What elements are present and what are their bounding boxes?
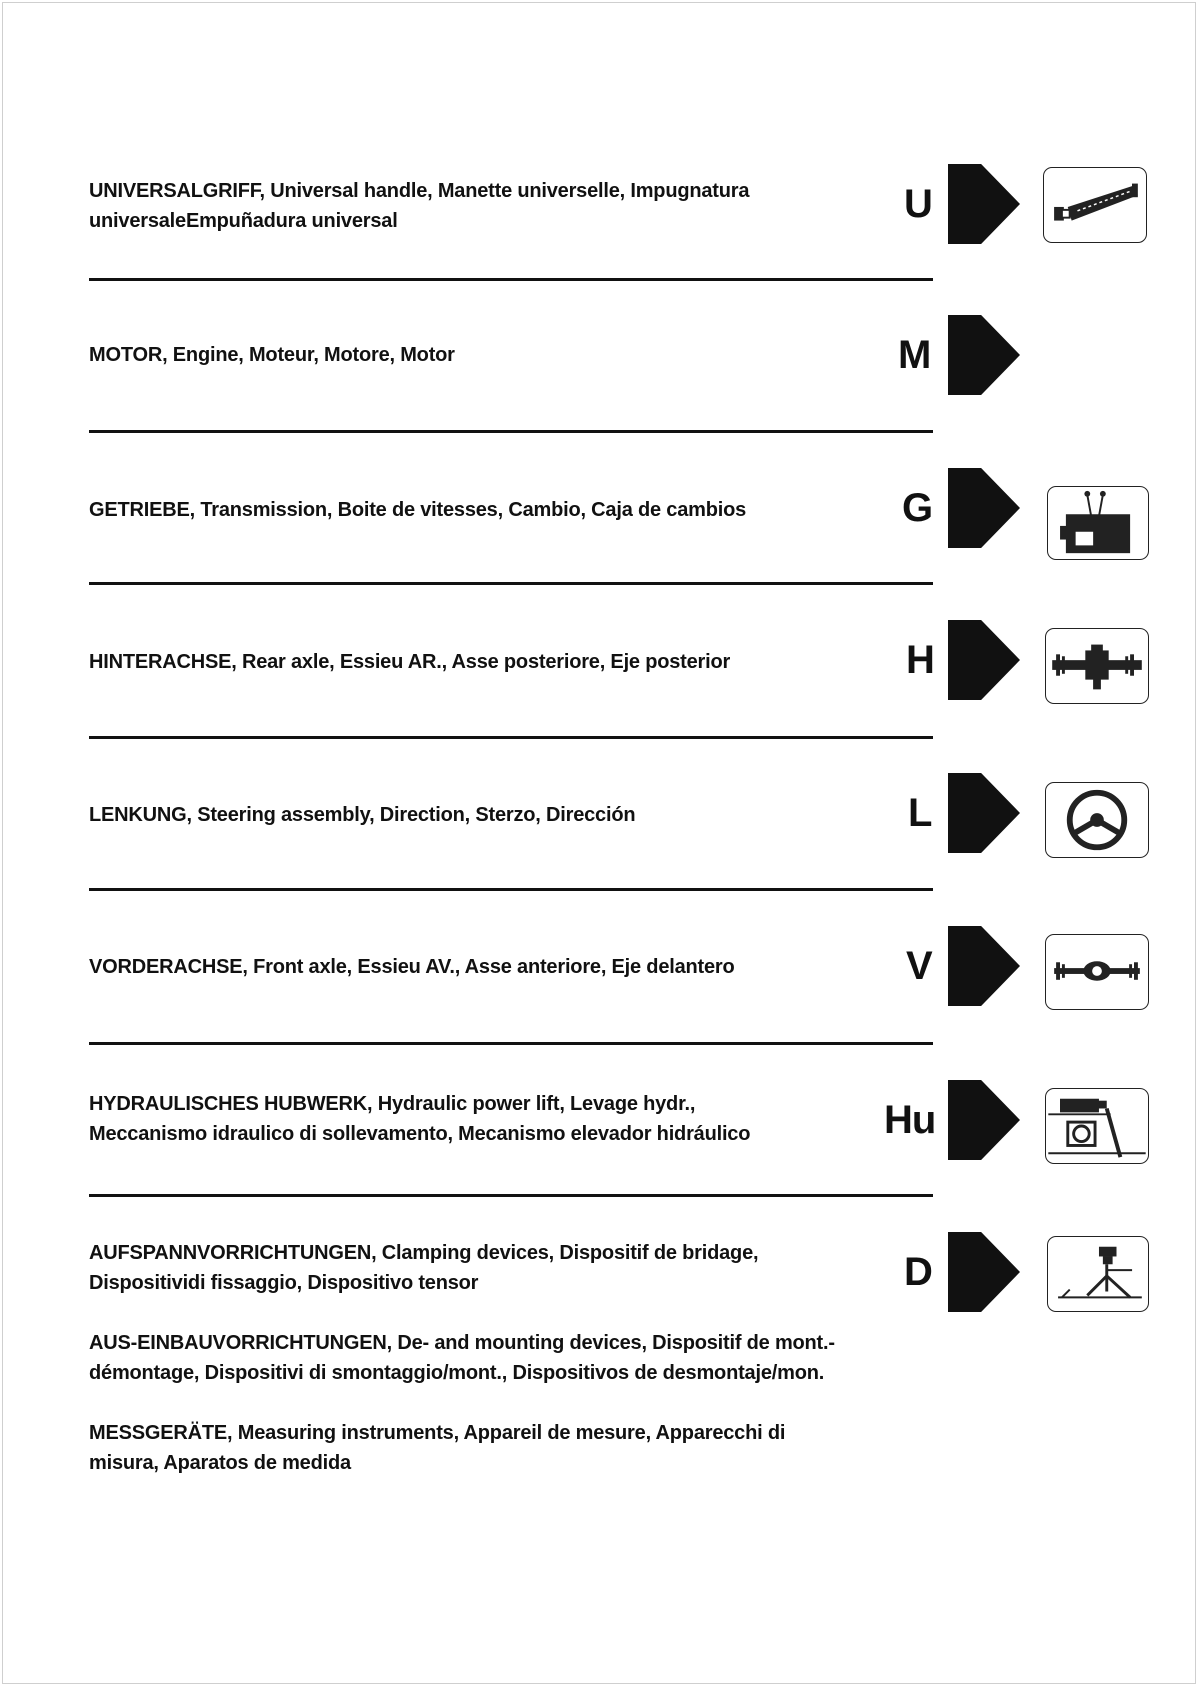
- front-axle-icon: [1045, 934, 1149, 1010]
- universal-handle-icon: [1043, 167, 1147, 243]
- divider: [89, 736, 933, 739]
- section-m-letter: M: [898, 333, 931, 377]
- section-h-letter: H: [906, 638, 934, 682]
- section-g-text: [89, 495, 879, 525]
- transmission-icon: [1047, 486, 1149, 560]
- section-v-line1: VORDERACHSE, Front axle, Essieu AV., Asse anteriore, Eje delantero: [89, 956, 735, 978]
- measuring-instruments-line2: misura, Aparatos de medida: [89, 1452, 351, 1474]
- divider: [89, 278, 933, 281]
- divider: [89, 430, 933, 433]
- steering-wheel-icon: [1045, 782, 1149, 858]
- clamping-stand-icon: [1047, 1236, 1149, 1312]
- measuring-instruments-text: [89, 1418, 949, 1478]
- divider: [89, 1042, 933, 1045]
- section-d-line1: AUFSPANNVORRICHTUNGEN, Clamping devices, Dispositif de bridage,: [89, 1242, 759, 1264]
- section-g-line1: GETRIEBE, Transmission, Boite de vitesses, Cambio, Caja de cambios: [89, 499, 747, 521]
- measuring-instruments-line1: MESSGERÄTE, Measuring instruments, Appareil de mesure, Apparecchi di: [89, 1422, 786, 1444]
- section-m-text: [89, 340, 879, 370]
- section-hu-letter: Hu: [884, 1098, 936, 1142]
- mounting-devices-text: [89, 1328, 949, 1388]
- section-d-letter: D: [904, 1250, 932, 1294]
- section-v-text: [89, 952, 879, 982]
- section-u-text: [89, 176, 879, 236]
- section-h-text: [89, 647, 879, 677]
- section-g-letter: G: [902, 486, 933, 530]
- section-u-line2: universaleEmpuñadura universal: [89, 210, 398, 232]
- mounting-devices-line1: AUS-EINBAUVORRICHTUNGEN, De- and mounting devices, Dispositif de mont.-: [89, 1332, 835, 1354]
- section-u-line1: UNIVERSALGRIFF, Universal handle, Manette universelle, Impugnatura: [89, 180, 750, 202]
- divider: [89, 582, 933, 585]
- hydraulic-lift-icon: [1045, 1088, 1149, 1164]
- section-hu-line2: Meccanismo idraulico di sollevamento, Mecanismo elevador hidráulico: [89, 1123, 751, 1145]
- section-d-line2: Dispositividi fissaggio, Dispositivo tensor: [89, 1272, 479, 1294]
- section-l-text: [89, 800, 879, 830]
- section-v-letter: V: [906, 944, 932, 988]
- section-l-letter: L: [908, 791, 932, 835]
- section-hu-line1: HYDRAULISCHES HUBWERK, Hydraulic power lift, Levage hydr.,: [89, 1093, 696, 1115]
- section-l-line1: LENKUNG, Steering assembly, Direction, Sterzo, Dirección: [89, 804, 636, 826]
- divider: [89, 888, 933, 891]
- section-h-line1: HINTERACHSE, Rear axle, Essieu AR., Asse posteriore, Eje posterior: [89, 651, 731, 673]
- divider: [89, 1194, 933, 1197]
- mounting-devices-line2: démontage, Dispositivi di smontaggio/mont., Dispositivos de desmontaje/mon.: [89, 1362, 825, 1384]
- rear-axle-icon: [1045, 628, 1149, 704]
- section-u-letter: U: [904, 182, 932, 226]
- section-hu-text: [89, 1089, 879, 1149]
- section-d-text: [89, 1238, 879, 1298]
- section-m-line1: MOTOR, Engine, Moteur, Motore, Motor: [89, 344, 455, 366]
